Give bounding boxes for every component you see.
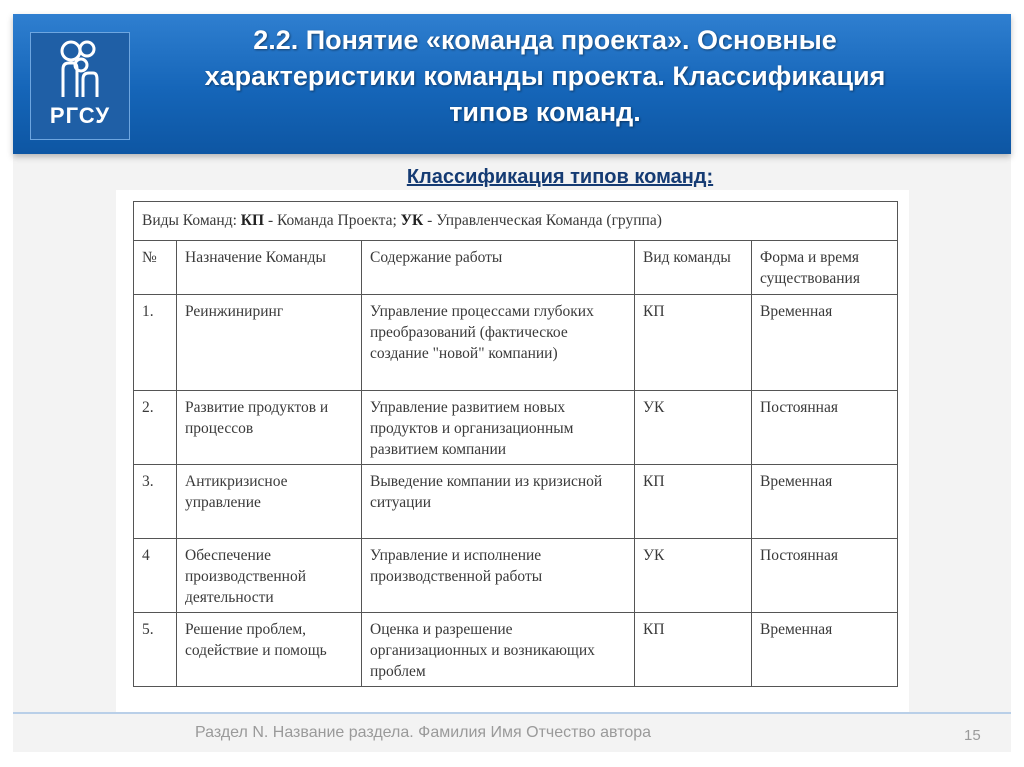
footer-text: Раздел N. Название раздела. Фамилия Имя Отчество автора [195,724,652,741]
people-logo-icon [55,39,105,97]
row-purpose: Антикризисное управление [177,465,362,539]
slide-title-line: типов команд. [449,97,641,127]
table-heading: Классификация типов команд: [406,166,714,188]
caption-uk-text: - Управленческая Команда (группа) [423,212,662,229]
table-row [134,465,898,539]
slide-title-line: 2.2. Понятие «команда проекта». Основные [253,25,837,55]
row-team-type: КП [635,295,752,391]
caption-uk-abbr: УК [400,212,424,229]
header-content: Содержание работы [362,241,635,295]
row-purpose: Обеспечение производственной деятельности [177,539,362,613]
row-number: 4 [134,539,177,613]
caption-prefix: Виды Команд: [142,212,241,229]
table-row [134,613,898,687]
table-row [134,295,898,391]
row-number: 5. [134,613,177,687]
page-number: 15 [964,727,981,744]
row-content: Оценка и разрешение организационных и возникающих проблем [362,613,635,687]
row-number: 1. [134,295,177,391]
row-content: Управление процессами глубоких преобразований (фактическое создание "новой" компании) [362,295,635,391]
row-team-type: УК [635,391,752,465]
header-purpose: Назначение Команды [177,241,362,295]
row-purpose: Реинжиниринг [177,295,362,391]
row-number: 2. [134,391,177,465]
header-team-type: Вид команды [635,241,752,295]
logo-text: РГСУ [49,103,111,128]
table-image-panel [116,190,909,714]
table-row [134,539,898,613]
row-team-type: КП [635,613,752,687]
row-purpose: Развитие продуктов и процессов [177,391,362,465]
header-form-duration: Форма и время существования [752,241,898,295]
footer-divider [13,712,1011,714]
row-form-duration: Постоянная [752,391,898,465]
caption-kp-abbr: КП [240,212,265,229]
table-caption [134,202,898,241]
row-team-type: КП [635,465,752,539]
row-purpose: Решение проблем, содействие и помощь [177,613,362,687]
table-header-row [134,241,898,295]
row-content: Управление и исполнение производственной работы [362,539,635,613]
row-content: Выведение компании из кризисной ситуации [362,465,635,539]
row-form-duration: Временная [752,465,898,539]
team-types-table [133,201,898,687]
slide-title [110,22,980,130]
row-team-type: УК [635,539,752,613]
caption-kp-text: - Команда Проекта; [264,212,401,229]
table-caption-row [134,202,898,241]
row-content: Управление развитием новых продуктов и организационным развитием компании [362,391,635,465]
header-number: № [134,241,177,295]
slide-title-line: характеристики команды проекта. Классификация [204,61,886,91]
row-number: 3. [134,465,177,539]
row-form-duration: Временная [752,613,898,687]
row-form-duration: Временная [752,295,898,391]
row-form-duration: Постоянная [752,539,898,613]
table-row [134,391,898,465]
